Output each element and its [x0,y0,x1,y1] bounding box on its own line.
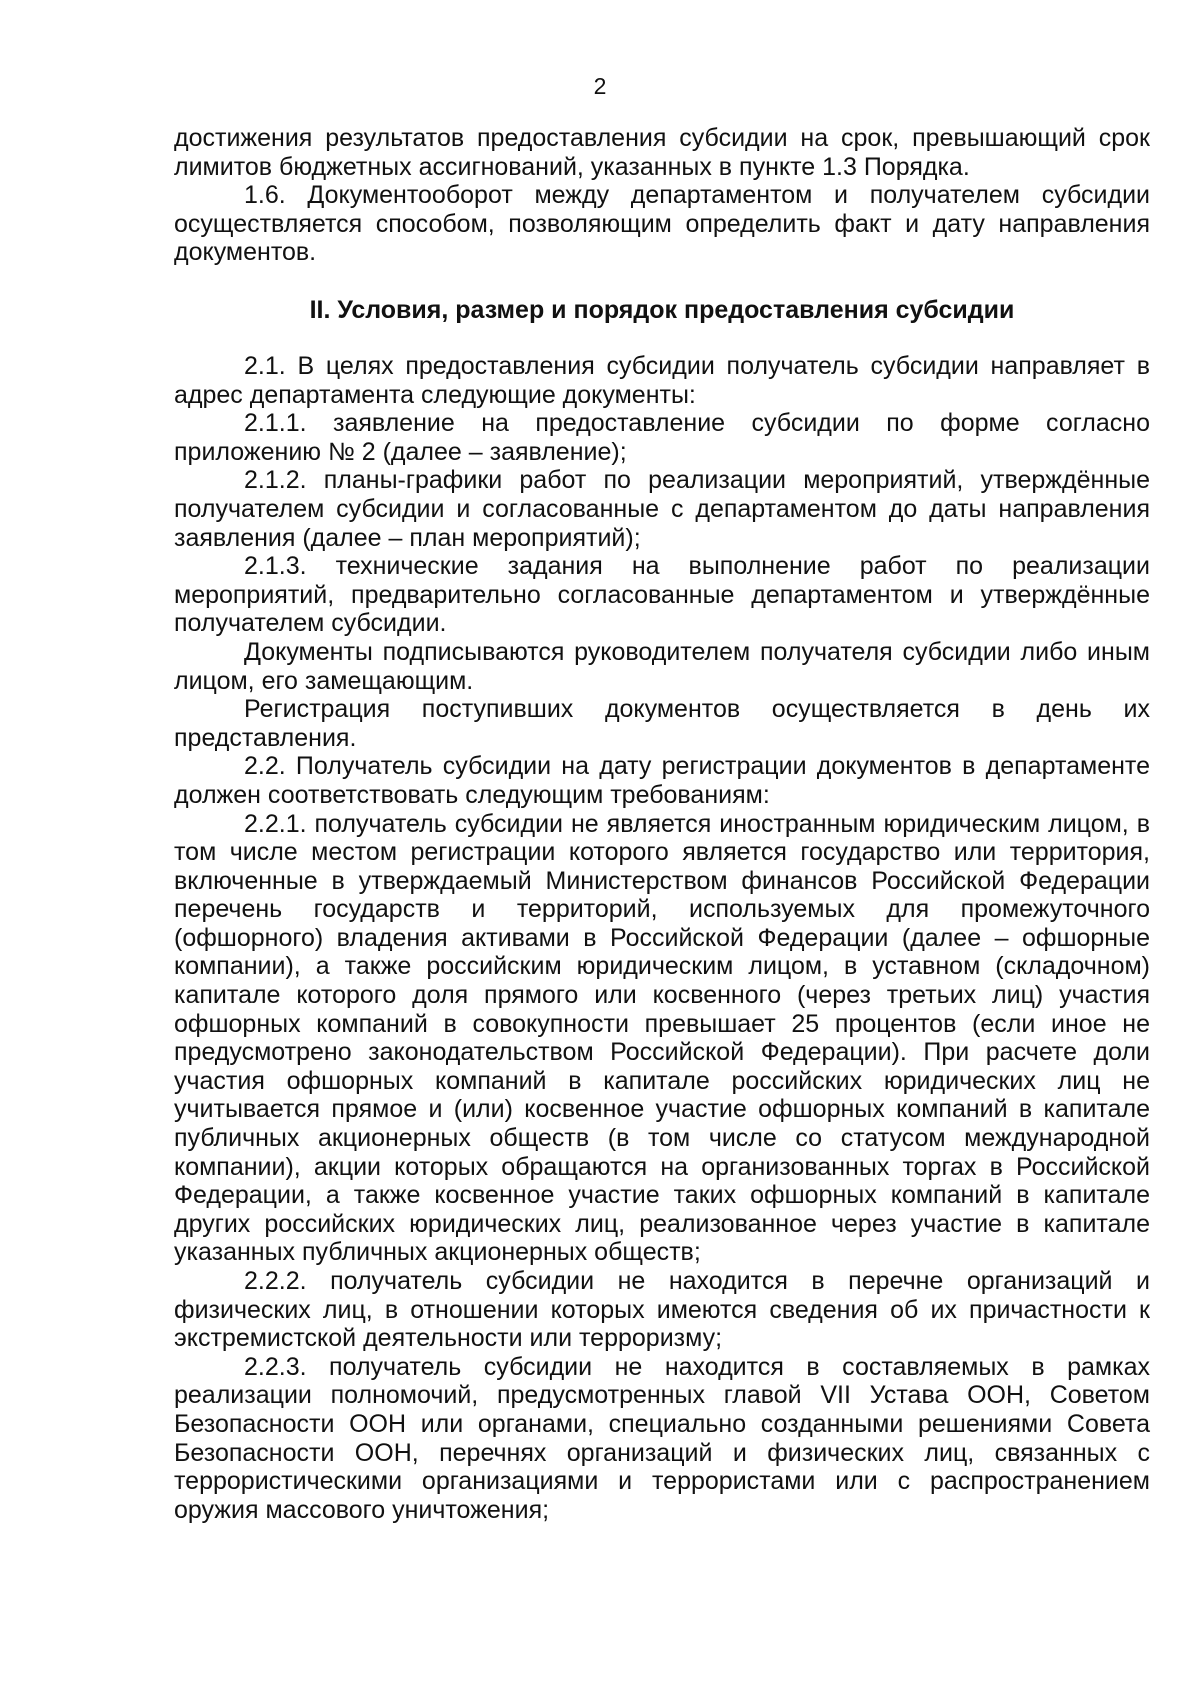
paragraph-2-1-3: 2.1.3. технические задания на выполнение работ по реализации мероприятий, предварительно согласованные департаментом и утверждённые получателем субсидии. [174,552,1150,638]
paragraph-2-1-1: 2.1.1. заявление на предоставление субсидии по форме согласно приложению № 2 (далее – заявление); [174,409,1150,466]
section-heading: II. Условия, размер и порядок предоставления субсидии [309,296,1015,324]
page-number: 2 [593,73,607,99]
paragraph-2-1-2: 2.1.2. планы-графики работ по реализации мероприятий, утверждённые получателем субсидии и согласованные с департаментом до даты направления заявления (далее – план мероприятий); [174,466,1150,552]
paragraph-2-2-1: 2.2.1. получатель субсидии не является иностранным юридическим лицом, в том числе местом регистрации которого является государство или территория, включенные в утверждаемый Министерством финансов Российской Федерации перечень государств и территорий, используемых для промежуточного (офшорного) владения активами в Российской Федерации (далее – офшорные компании), а также российским юридическим лицом, в уставном (складочном) капитале которого доля прямого или косвенного (через третьих лиц) участия офшорных компаний в совокупности превышает 25 процентов (если иное не предусмотрено законодательством Российской Федерации). При расчете доли участия офшорных компаний в капитале российских юридических лиц не учитывается прямое и (или) косвенное участие офшорных компаний в капитале публичных акционерных обществ (в том числе со статусом международной компании), акции которых обращаются на организованных торгах в Российской Федерации, а также косвенное участие таких офшорных компаний в капитале других российских юридических лиц, реализованное через участие в капитале указанных публичных акционерных обществ; [174,809,1150,1267]
paragraph-signing: Документы подписываются руководителем получателя субсидии либо иным лицом, его замещающим. [174,637,1150,695]
paragraph-2-2-2: 2.2.2. получатель субсидии не находится в перечне организаций и физических лиц, в отношении которых имеются сведения об их причастности к экстремистской деятельности или терроризму; [174,1267,1150,1353]
paragraph-registration: Регистрация поступивших документов осуществляется в день их представления. [174,695,1150,752]
paragraph-2-1: 2.1. В целях предоставления субсидии получатель субсидии направляет в адрес департамента следующие документы: [174,352,1150,409]
continuation-paragraph: достижения результатов предоставления субсидии на срок, превышающий срок лимитов бюджетных ассигнований, указанных в пункте 1.3 Порядка. [174,124,1150,181]
section-2-text-block [174,352,1150,1524]
paragraph-2-2-3: 2.2.3. получатель субсидии не находится в составляемых в рамках реализации полномочий, предусмотренных главой VII Устава ООН, Советом Безопасности ООН или органами, специально созданными решениями Совета Безопасности ООН, перечнях организаций и физических лиц, связанных с террористическими организациями и террористами или с распространением оружия массового уничтожения; [174,1352,1150,1524]
intro-text-block [174,124,1150,267]
paragraph-1-6: 1.6. Документооборот между департаментом и получателем субсидии осуществляется способом, позволяющим определить факт и дату направления документов. [174,181,1150,267]
paragraph-2-2: 2.2. Получатель субсидии на дату регистрации документов в департаменте должен соответствовать следующим требованиям: [174,752,1150,809]
